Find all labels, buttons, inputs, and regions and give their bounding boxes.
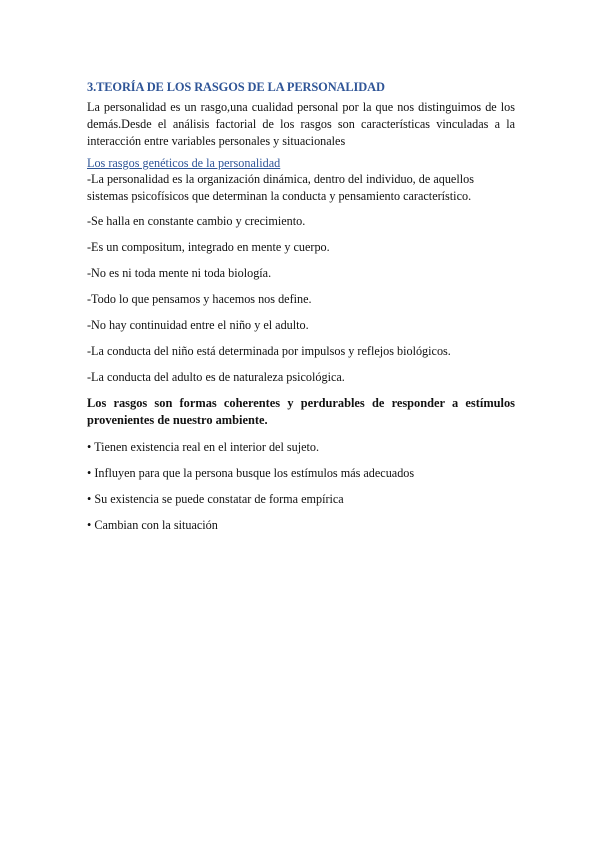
bold-statement: Los rasgos son formas coherentes y perdurables de responder a estímulos provenientes de nuestro ambiente. bbox=[87, 396, 515, 427]
bullet-item: • Tienen existencia real en el interior del sujeto. bbox=[87, 440, 320, 454]
bullet-item: • Influyen para que la persona busque los estímulos más adecuados bbox=[87, 466, 415, 480]
section-title: 3.TEORÍA DE LOS RASGOS DE LA PERSONALIDAD bbox=[87, 80, 385, 94]
paragraph: -No es ni toda mente ni toda biología. bbox=[87, 266, 272, 280]
paragraph: -Se halla en constante cambio y crecimiento. bbox=[87, 214, 306, 228]
paragraph: -Es un compositum, integrado en mente y cuerpo. bbox=[87, 240, 330, 254]
document-page bbox=[87, 80, 515, 543]
bullet-item: • Cambian con la situación bbox=[87, 518, 218, 532]
intro-paragraph: La personalidad es un rasgo,una cualidad personal por la que nos distinguimos de los demás.Desde el análisis factorial de los rasgos son características vinculadas a la interacción entre variables personales y situacionales bbox=[87, 100, 515, 148]
paragraph: -No hay continuidad entre el niño y el adulto. bbox=[87, 318, 309, 332]
paragraph: -La conducta del niño está determinada por impulsos y reflejos biológicos. bbox=[87, 344, 451, 358]
paragraph: -La conducta del adulto es de naturaleza psicológica. bbox=[87, 370, 345, 384]
bullet-item: • Su existencia se puede constatar de forma empírica bbox=[87, 492, 344, 506]
paragraph: -Todo lo que pensamos y hacemos nos define. bbox=[87, 292, 312, 306]
paragraph: -La personalidad es la organización dinámica, dentro del individuo, de aquellos sistemas psicofísicos que determinan la conducta y pensamiento característico. bbox=[87, 172, 474, 203]
subtitle-link[interactable]: Los rasgos genéticos de la personalidad bbox=[87, 156, 281, 170]
